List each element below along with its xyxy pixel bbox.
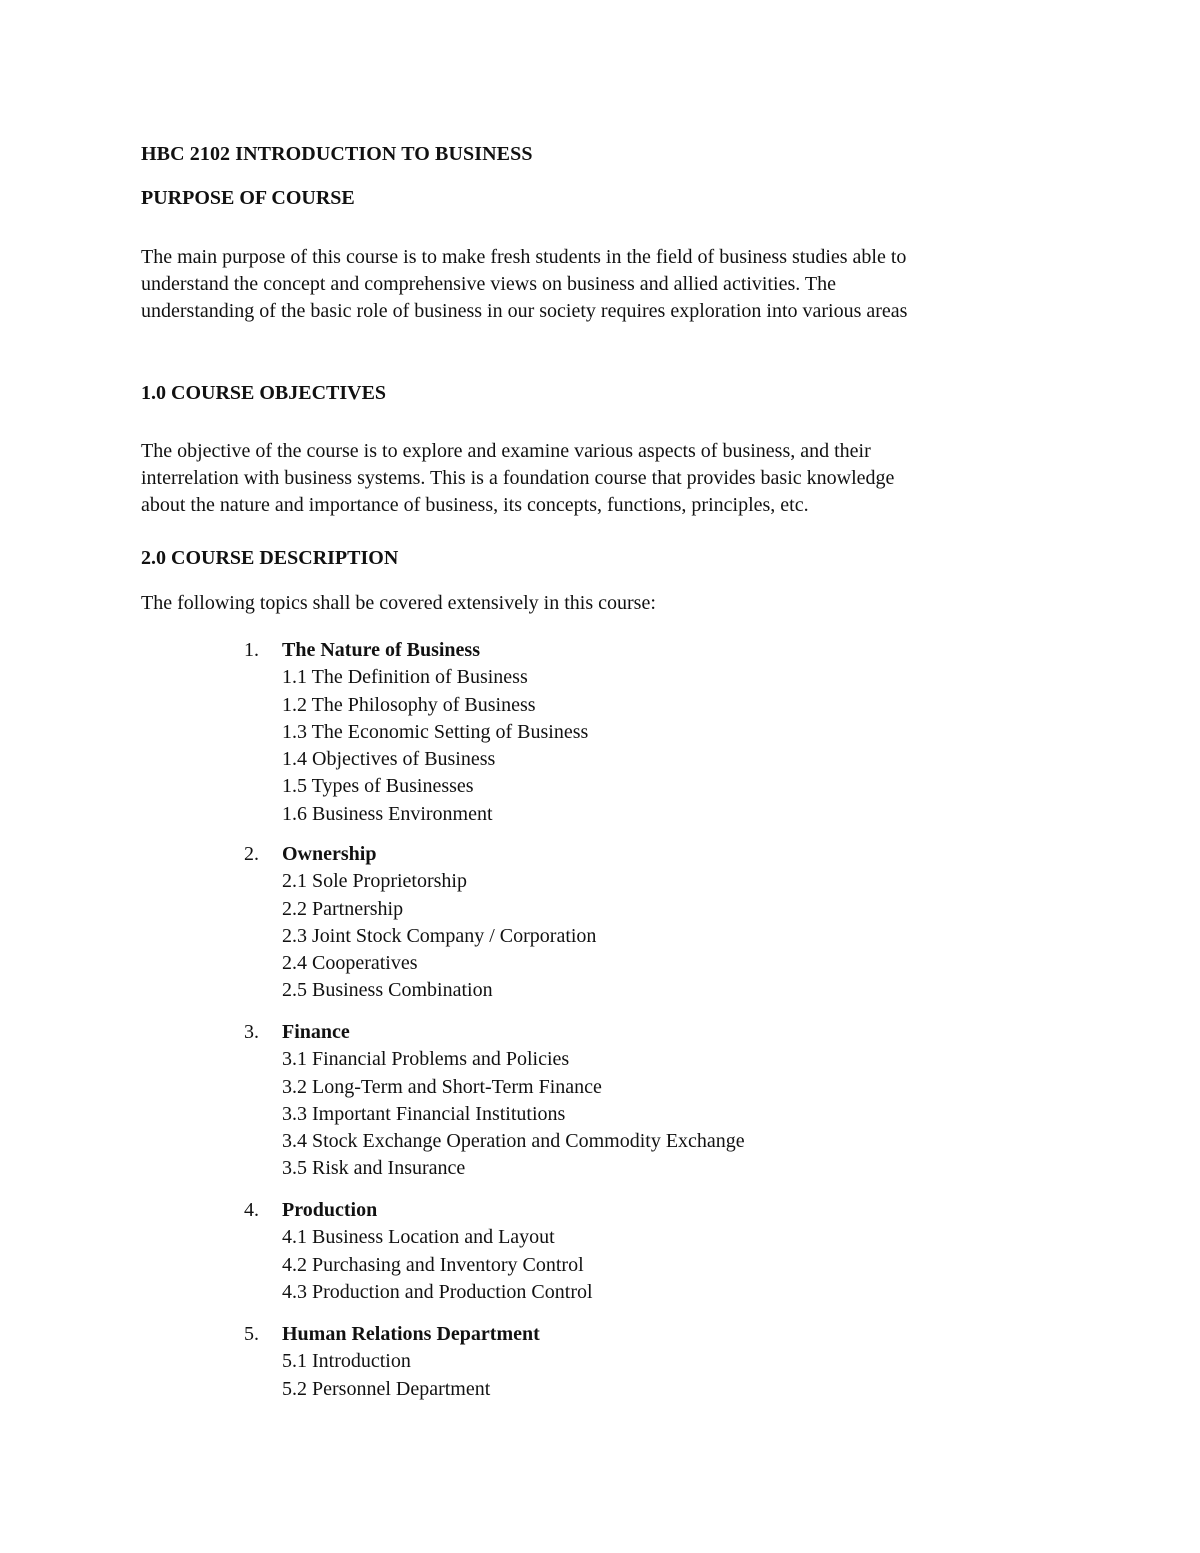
subtopic-item: 1.4 Objectives of Business bbox=[282, 748, 496, 771]
paragraph-line: The main purpose of this course is to make fresh students in the field of business studies able to bbox=[141, 246, 907, 268]
paragraph-line: interrelation with business systems. This is a foundation course that provides basic knowledge bbox=[141, 467, 895, 489]
subtopic-list bbox=[282, 1348, 540, 1403]
topic-human-relations-department bbox=[244, 1321, 540, 1403]
subtopic-list bbox=[282, 1046, 745, 1182]
topic-number: 4. bbox=[244, 1199, 259, 1221]
subtopic-item: 1.1 The Definition of Business bbox=[282, 666, 528, 689]
description-heading: 2.0 COURSE DESCRIPTION bbox=[141, 547, 399, 569]
topic-number: 5. bbox=[244, 1323, 259, 1345]
description-intro: The following topics shall be covered extensively in this course: bbox=[141, 592, 656, 614]
objectives-heading: 1.0 COURSE OBJECTIVES bbox=[141, 382, 387, 404]
topic-title: Finance bbox=[282, 1021, 350, 1043]
subtopic-item: 2.4 Cooperatives bbox=[282, 952, 418, 975]
subtopic-item: 3.3 Important Financial Institutions bbox=[282, 1102, 566, 1125]
topic-finance bbox=[244, 1019, 745, 1183]
topic-title: The Nature of Business bbox=[282, 639, 480, 661]
subtopic-item: 3.5 Risk and Insurance bbox=[282, 1157, 466, 1180]
topic-title: Human Relations Department bbox=[282, 1323, 540, 1345]
paragraph-line: understanding of the basic role of business in our society requires exploration into various areas bbox=[141, 300, 908, 322]
subtopic-item: 1.6 Business Environment bbox=[282, 802, 493, 825]
paragraph-line: about the nature and importance of business, its concepts, functions, principles, etc. bbox=[141, 494, 809, 516]
topic-title: Ownership bbox=[282, 843, 377, 865]
topic-title: Production bbox=[282, 1199, 378, 1221]
subtopic-item: 1.3 The Economic Setting of Business bbox=[282, 720, 589, 743]
subtopic-item: 5.1 Introduction bbox=[282, 1350, 411, 1373]
subtopic-item: 4.3 Production and Production Control bbox=[282, 1280, 593, 1303]
purpose-heading: PURPOSE OF COURSE bbox=[141, 187, 355, 209]
subtopic-item: 5.2 Personnel Department bbox=[282, 1377, 491, 1400]
paragraph-line: The objective of the course is to explore and examine various aspects of business, and their bbox=[141, 440, 871, 462]
subtopic-item: 4.2 Purchasing and Inventory Control bbox=[282, 1253, 584, 1276]
subtopic-item: 1.5 Types of Businesses bbox=[282, 775, 474, 798]
topic-production bbox=[244, 1197, 593, 1306]
purpose-paragraph bbox=[141, 244, 1071, 325]
topic-number: 2. bbox=[244, 843, 259, 865]
topic-nature-of-business bbox=[244, 637, 588, 828]
subtopic-item: 3.2 Long-Term and Short-Term Finance bbox=[282, 1075, 602, 1098]
objectives-paragraph bbox=[141, 438, 1071, 519]
subtopic-item: 2.3 Joint Stock Company / Corporation bbox=[282, 924, 597, 947]
topic-ownership bbox=[244, 841, 596, 1005]
topic-number: 1. bbox=[244, 639, 259, 661]
subtopic-list bbox=[282, 868, 596, 1004]
course-title: HBC 2102 INTRODUCTION TO BUSINESS bbox=[141, 143, 533, 165]
subtopic-item: 1.2 The Philosophy of Business bbox=[282, 693, 536, 716]
subtopic-item: 3.4 Stock Exchange Operation and Commodity Exchange bbox=[282, 1130, 745, 1153]
subtopic-item: 4.1 Business Location and Layout bbox=[282, 1226, 555, 1249]
subtopic-list bbox=[282, 664, 588, 828]
subtopic-item: 2.2 Partnership bbox=[282, 897, 404, 920]
topic-number: 3. bbox=[244, 1021, 259, 1043]
subtopic-item: 2.1 Sole Proprietorship bbox=[282, 870, 467, 893]
subtopic-list bbox=[282, 1224, 593, 1306]
subtopic-item: 2.5 Business Combination bbox=[282, 979, 493, 1002]
subtopic-item: 3.1 Financial Problems and Policies bbox=[282, 1048, 570, 1071]
paragraph-line: understand the concept and comprehensive views on business and allied activities. The bbox=[141, 273, 836, 295]
